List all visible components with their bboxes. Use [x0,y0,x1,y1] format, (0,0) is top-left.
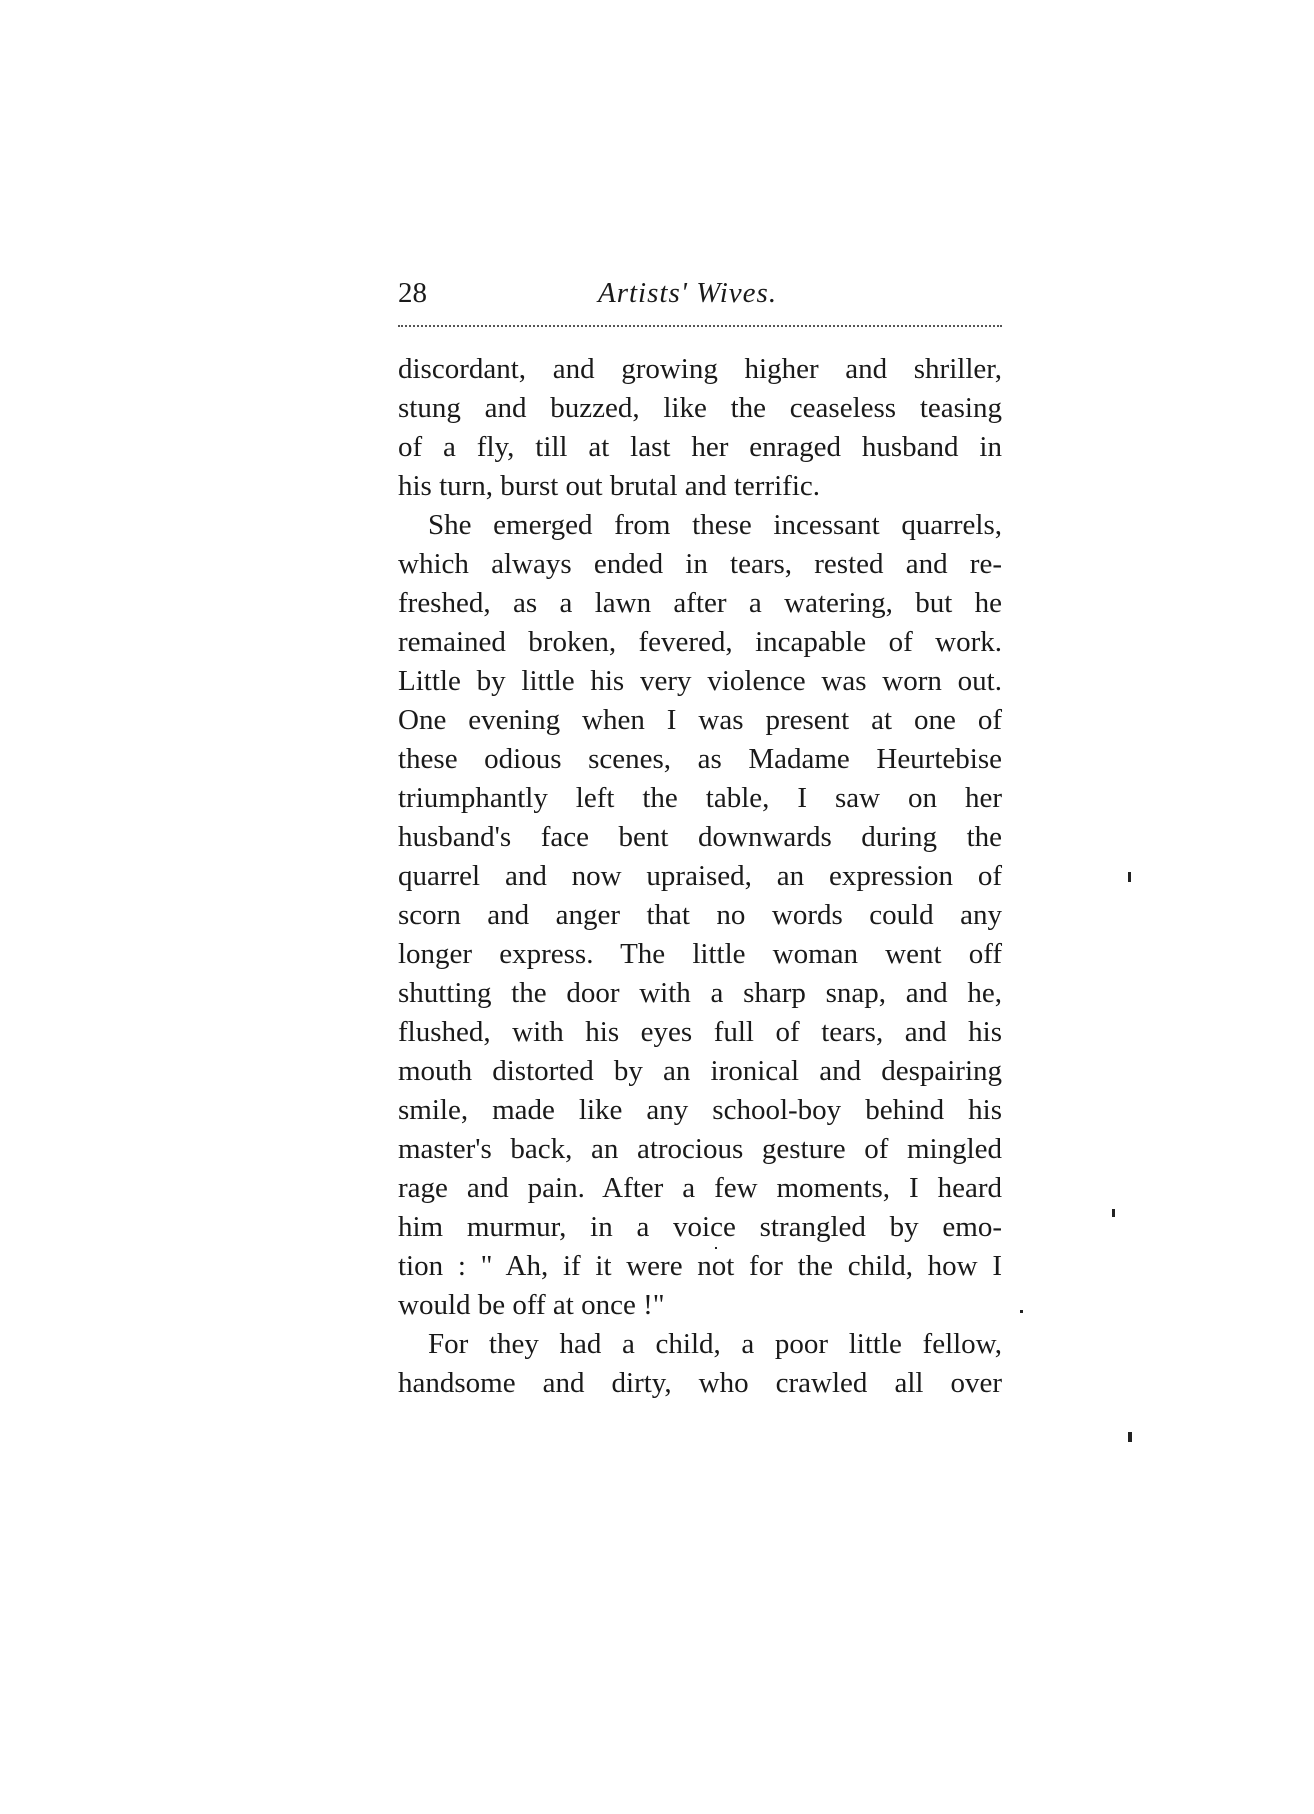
text-line: freshed, as a lawn after a watering, but he [398,587,1002,619]
text-line: longer express. The little woman went off [398,938,1002,970]
text-line: discordant, and growing higher and shriller, [398,353,1002,385]
paragraph-start-line: For they had a child, a poor little fellow, [428,1328,1002,1360]
text-line: handsome and dirty, who crawled all over [398,1367,1002,1399]
scan-speck [1020,1310,1023,1313]
running-head [398,273,1002,313]
text-line: tion : " Ah, if it were not for the child, how I [398,1250,1002,1282]
text-line: shutting the door with a sharp snap, and he, [398,977,1002,1009]
text-line: stung and buzzed, like the ceaseless teasing [398,392,1002,424]
text-line: these odious scenes, as Madame Heurtebise [398,743,1002,775]
text-line: would be off at once !" [398,1289,665,1321]
text-line: triumphantly left the table, I saw on her [398,782,1002,814]
body-text [398,350,1002,1403]
text-line: master's back, an atrocious gesture of mingled [398,1133,1002,1165]
scan-speck [1128,872,1131,882]
scan-speck [1128,1432,1132,1442]
running-title: Artists' Wives. [598,277,778,309]
text-line: husband's face bent downwards during the [398,821,1002,853]
text-line: mouth distorted by an ironical and despairing [398,1055,1002,1087]
scan-speck [715,1247,717,1249]
ornamental-rule [398,325,1002,331]
text-line: Little by little his very violence was worn out. [398,665,1002,697]
scan-speck [1112,1209,1115,1217]
page-number: 28 [398,277,427,309]
text-line: quarrel and now upraised, an expression of [398,860,1002,892]
text-line: his turn, burst out brutal and terrific. [398,470,821,502]
text-line: rage and pain. After a few moments, I heard [398,1172,1002,1204]
text-line: One evening when I was present at one of [398,704,1002,736]
text-line: flushed, with his eyes full of tears, and his [398,1016,1002,1048]
text-line: remained broken, fevered, incapable of work. [398,626,1002,658]
text-line: him murmur, in a voice strangled by emo- [398,1211,1002,1243]
text-line: scorn and anger that no words could any [398,899,1002,931]
text-line: smile, made like any school-boy behind his [398,1094,1002,1126]
text-line: of a fly, till at last her enraged husband in [398,431,1002,463]
paragraph-start-line: She emerged from these incessant quarrels, [428,509,1002,541]
text-line: which always ended in tears, rested and re- [398,548,1002,580]
